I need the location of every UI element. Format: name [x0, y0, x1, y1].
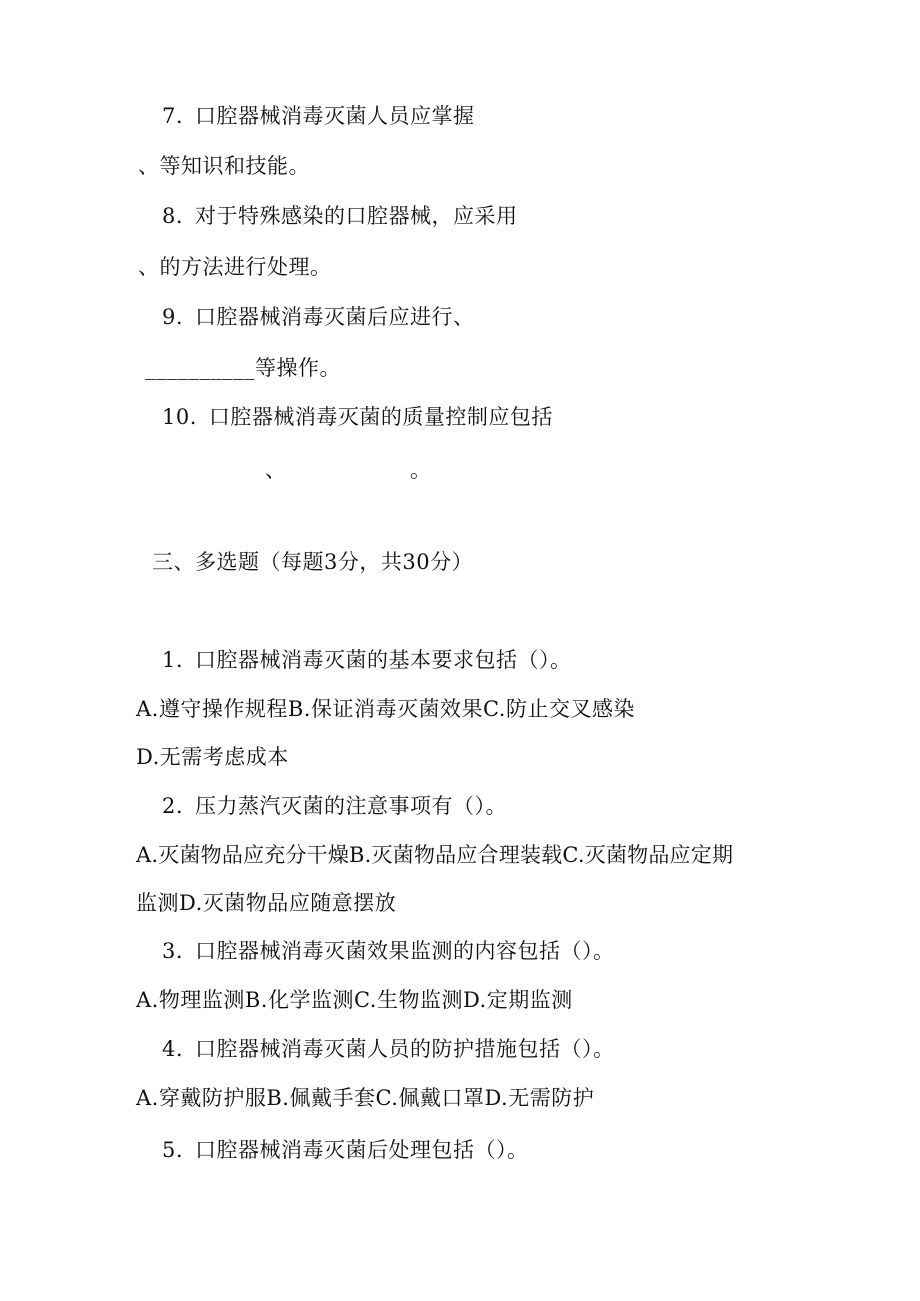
question-number: 7.: [162, 104, 184, 128]
question-number: 1.: [162, 648, 184, 672]
question-number: 2.: [162, 794, 184, 818]
fill-question-7: [162, 101, 475, 131]
section-heading: 三、多选题（每题3分，共30分）: [152, 550, 474, 574]
question-text: 口腔器械消毒灭菌效果监测的内容包括（）。: [195, 939, 615, 963]
multi-question-1-options-cont: D.无需考虑成本: [136, 745, 289, 769]
question-number: 4.: [162, 1037, 184, 1061]
question-text: 对于特殊感染的口腔器械，应采用: [195, 204, 518, 228]
multi-question-1: [162, 645, 572, 675]
fill-question-7-continuation: 、等知识和技能。: [138, 154, 310, 178]
question-text: 口腔器械消毒灭菌人员的防护措施包括（）。: [195, 1037, 615, 1061]
question-number: 8.: [162, 204, 184, 228]
question-text: 压力蒸汽灭菌的注意事项有（）。: [195, 794, 508, 818]
question-number: 10.: [162, 405, 197, 429]
question-text: 口腔器械消毒灭菌后处理包括（）。: [195, 1138, 529, 1162]
multi-question-5: [162, 1135, 529, 1165]
question-text: 口腔器械消毒灭菌人员应掌握: [195, 104, 475, 128]
question-number: 3.: [162, 939, 184, 963]
fill-question-9: [162, 302, 475, 332]
fill-question-8: [162, 201, 518, 231]
multi-question-1-options: A.遵守操作规程B.保证消毒灭菌效果C.防止交叉感染: [136, 697, 635, 721]
fill-question-10: [162, 402, 553, 432]
question-text: 口腔器械消毒灭菌的质量控制应包括: [208, 405, 553, 429]
multi-question-2-options: A.灭菌物品应充分干燥B.灭菌物品应合理装载C.灭菌物品应定期: [136, 843, 734, 867]
question-number: 5.: [162, 1138, 184, 1162]
multi-question-4: [162, 1034, 615, 1064]
fill-question-10-blank-separator: 、: [265, 458, 287, 482]
fill-question-9-continuation: __________等操作。: [145, 356, 341, 380]
multi-question-4-options: A.穿戴防护服B.佩戴手套C.佩戴口罩D.无需防护: [136, 1086, 595, 1110]
fill-question-10-end-mark: 。: [410, 458, 432, 482]
multi-question-2-options-cont: 监测D.灭菌物品应随意摆放: [136, 891, 397, 915]
multi-question-3: [162, 936, 615, 966]
multi-question-3-options: A.物理监测B.化学监测C.生物监测D.定期监测: [136, 988, 573, 1012]
question-text: 口腔器械消毒灭菌的基本要求包括（）。: [195, 648, 572, 672]
multi-question-2: [162, 791, 507, 821]
question-text: 口腔器械消毒灭菌后应进行、: [195, 305, 475, 329]
fill-question-8-continuation: 、的方法进行处理。: [138, 255, 332, 279]
question-number: 9.: [162, 305, 184, 329]
